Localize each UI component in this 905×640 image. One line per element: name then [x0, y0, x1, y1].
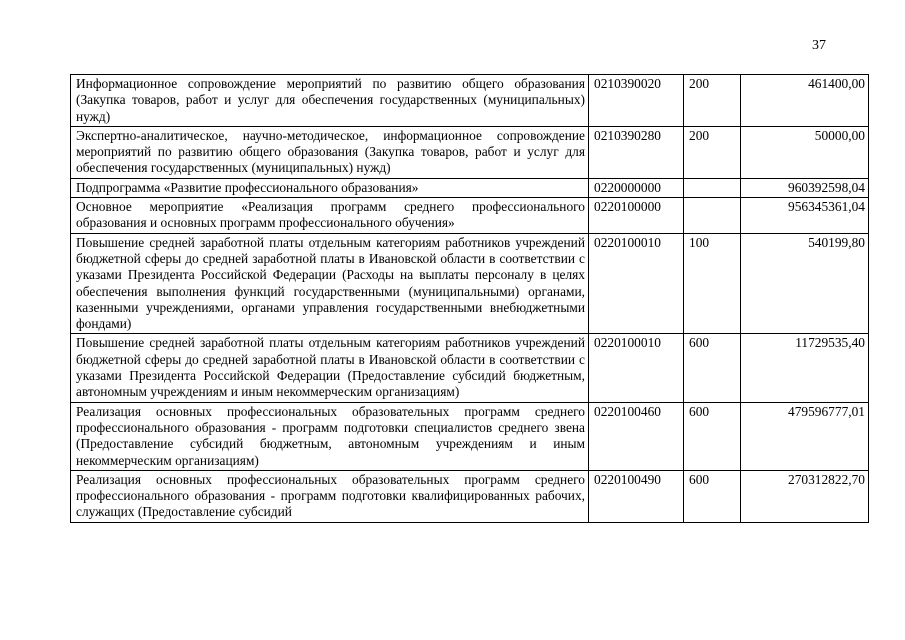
- page-number: 37: [812, 38, 826, 53]
- row-type-cell: 100: [684, 233, 741, 334]
- table-row: [71, 334, 869, 402]
- table-row: [71, 75, 869, 127]
- row-type-cell: 200: [684, 75, 741, 127]
- table-row: [71, 198, 869, 234]
- row-code-cell: 0210390280: [589, 126, 684, 178]
- table-row: [71, 233, 869, 334]
- row-sum-cell: 461400,00: [741, 75, 869, 127]
- table-row: [71, 470, 869, 522]
- row-name-cell: Реализация основных профессиональных образовательных программ среднего профессионального образования - программ подготовки квалифицированных рабочих, служащих (Предоставление субсидий: [71, 470, 589, 522]
- row-sum-cell: 11729535,40: [741, 334, 869, 402]
- row-type-cell: 600: [684, 402, 741, 470]
- row-type-cell: 600: [684, 470, 741, 522]
- row-name-cell: Основное мероприятие «Реализация программ среднего профессионального образования и основных программ профессионального обучения»: [71, 198, 589, 234]
- row-type-cell: [684, 178, 741, 197]
- row-name-cell: Реализация основных профессиональных образовательных программ среднего профессионального образования - программ подготовки специалистов среднего звена (Предоставление субсидий бюджетным, автономным учреждениям и иным некоммерческим организациям): [71, 402, 589, 470]
- row-sum-cell: 479596777,01: [741, 402, 869, 470]
- row-name-cell: Информационное сопровождение мероприятий по развитию общего образования (Закупка товаров, работ и услуг для обеспечения государственных (муниципальных) нужд): [71, 75, 589, 127]
- table-row: [71, 178, 869, 197]
- row-type-cell: 200: [684, 126, 741, 178]
- table-row: [71, 402, 869, 470]
- table-row: [71, 126, 869, 178]
- row-code-cell: 0220000000: [589, 178, 684, 197]
- row-code-cell: 0220100460: [589, 402, 684, 470]
- row-code-cell: 0220100010: [589, 233, 684, 334]
- row-name-cell: Повышение средней заработной платы отдельным категориям работников учреждений бюджетной сферы до средней заработной платы в Ивановской области в соответствии с указами Президента Российской Федерации (Расходы на выплаты персоналу в целях обеспечения выполнения функций государственными (муниципальными) органами, казенными учреждениями, органами управления государственными внебюджетными фондами): [71, 233, 589, 334]
- row-code-cell: 0220100490: [589, 470, 684, 522]
- row-name-cell: Экспертно-аналитическое, научно-методическое, информационное сопровождение мероприятий по развитию общего образования (Закупка товаров, работ и услуг для обеспечения государственных (муниципальных) нужд): [71, 126, 589, 178]
- row-code-cell: 0210390020: [589, 75, 684, 127]
- row-type-cell: 600: [684, 334, 741, 402]
- row-code-cell: 0220100010: [589, 334, 684, 402]
- row-sum-cell: 270312822,70: [741, 470, 869, 522]
- row-sum-cell: 960392598,04: [741, 178, 869, 197]
- row-name-cell: Повышение средней заработной платы отдельным категориям работников учреждений бюджетной сферы до средней заработной платы в Ивановской области в соответствии с указами Президента Российской Федерации (Предоставление субсидий бюджетным, автономным учреждениям и иным некоммерческим организациям): [71, 334, 589, 402]
- row-type-cell: [684, 198, 741, 234]
- row-sum-cell: 50000,00: [741, 126, 869, 178]
- row-code-cell: 0220100000: [589, 198, 684, 234]
- row-sum-cell: 956345361,04: [741, 198, 869, 234]
- row-sum-cell: 540199,80: [741, 233, 869, 334]
- budget-table: [70, 74, 869, 523]
- row-name-cell: Подпрограмма «Развитие профессионального образования»: [71, 178, 589, 197]
